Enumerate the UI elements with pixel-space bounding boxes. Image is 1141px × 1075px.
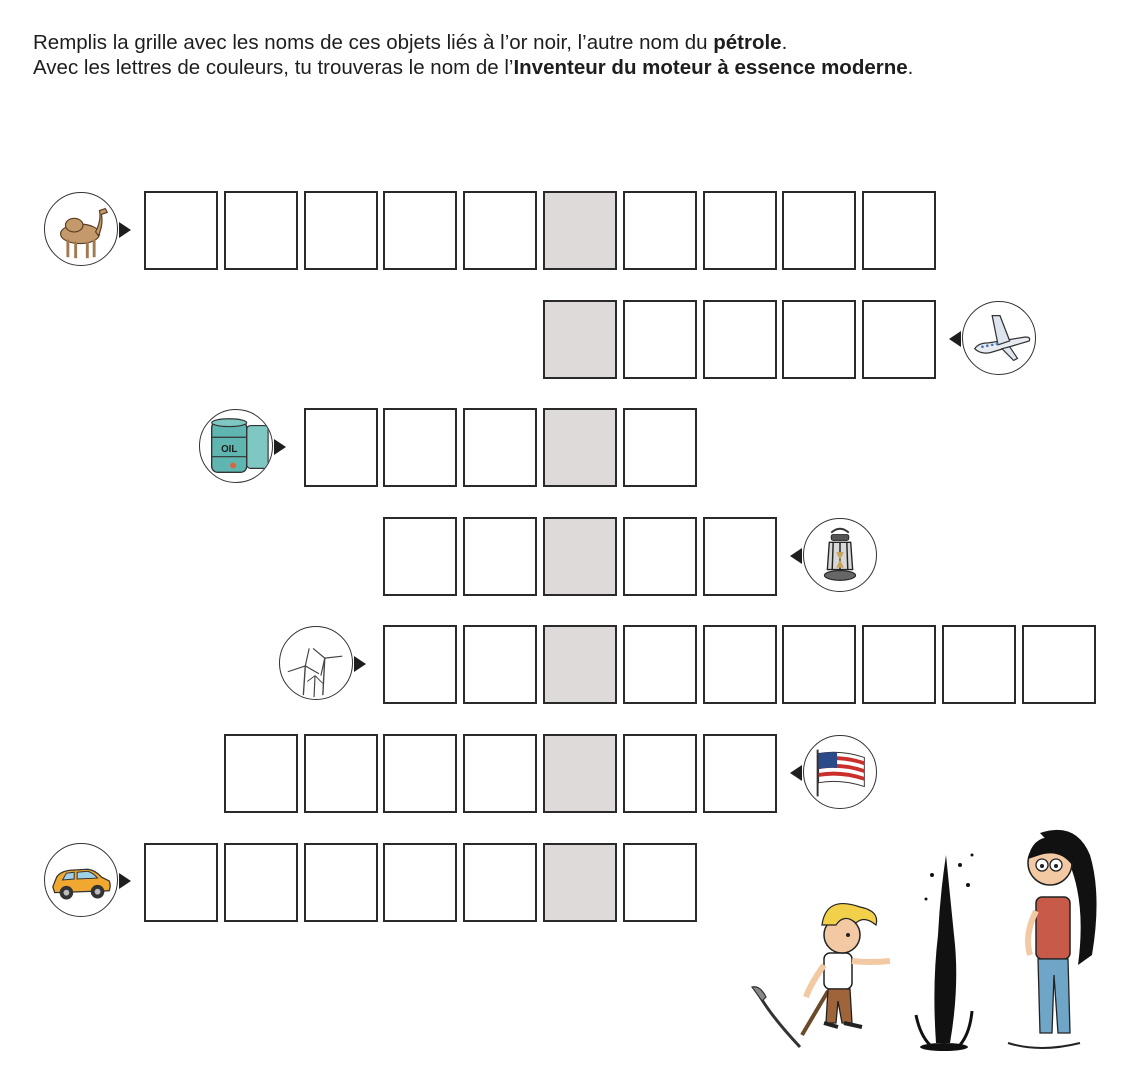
usa-flag-pointer (790, 765, 802, 781)
wind-turbine-icon (279, 626, 353, 700)
grid-cell[interactable] (463, 408, 537, 487)
grid-cell[interactable] (703, 300, 777, 379)
instruction-2-end: . (907, 56, 914, 79)
grid-cell[interactable] (782, 300, 856, 379)
grid-cell[interactable] (623, 517, 697, 596)
car-pointer (119, 873, 131, 889)
car-icon (44, 843, 118, 917)
grid-cell[interactable] (383, 408, 457, 487)
instruction-line-1 (33, 30, 1113, 55)
airplane-pointer (949, 331, 961, 347)
grid-cell[interactable] (463, 625, 537, 704)
grid-cell[interactable] (623, 191, 697, 270)
grid-cell[interactable] (463, 191, 537, 270)
grid-cell[interactable] (862, 300, 936, 379)
instruction-1-text: Remplis la grille avec les noms de ces objets liés à l’or noir, l’autre nom du (33, 31, 714, 54)
grid-cell-highlighted[interactable] (543, 191, 617, 270)
grid-cell[interactable] (144, 191, 218, 270)
grid-cell[interactable] (623, 843, 697, 922)
grid-cell[interactable] (383, 625, 457, 704)
grid-cell[interactable] (782, 625, 856, 704)
oil-barrel-pointer (274, 439, 286, 455)
instruction-1-bold: pétrole (713, 31, 782, 54)
grid-cell[interactable] (304, 734, 378, 813)
grid-cell[interactable] (703, 625, 777, 704)
grid-cell[interactable] (623, 734, 697, 813)
instruction-1-end: . (781, 31, 788, 54)
grid-cell[interactable] (463, 734, 537, 813)
instructions (33, 30, 1113, 80)
girl-illustration (1008, 830, 1097, 1048)
instruction-2-bold: Inventeur du moteur à essence moderne (513, 56, 908, 79)
grid-cell[interactable] (623, 408, 697, 487)
grid-cell[interactable] (862, 191, 936, 270)
oil-lantern-pointer (790, 548, 802, 564)
barrel-label: OIL (221, 443, 238, 455)
grid-cell[interactable] (304, 408, 378, 487)
grid-cell[interactable] (623, 300, 697, 379)
oil-gusher-illustration (916, 854, 974, 1052)
cartoon-illustration (740, 815, 1120, 1065)
grid-cell-highlighted[interactable] (543, 625, 617, 704)
grid-cell-highlighted[interactable] (543, 408, 617, 487)
oil-lantern-icon (803, 518, 877, 592)
instruction-2-text: Avec les lettres de couleurs, tu trouveras le nom de l’ (33, 56, 514, 79)
camel-pointer (119, 222, 131, 238)
oil-barrel-icon (199, 409, 273, 483)
grid-cell[interactable] (862, 625, 936, 704)
grid-cell[interactable] (703, 517, 777, 596)
grid-cell[interactable] (224, 843, 298, 922)
grid-cell[interactable] (463, 517, 537, 596)
grid-cell-highlighted[interactable] (543, 517, 617, 596)
grid-cell[interactable] (703, 734, 777, 813)
boy-with-pickaxe-illustration (752, 904, 890, 1047)
grid-cell[interactable] (782, 191, 856, 270)
grid-cell-highlighted[interactable] (543, 734, 617, 813)
grid-cell[interactable] (383, 191, 457, 270)
grid-cell[interactable] (383, 843, 457, 922)
usa-flag-icon (803, 735, 877, 809)
grid-cell[interactable] (304, 843, 378, 922)
grid-cell[interactable] (703, 191, 777, 270)
grid-cell[interactable] (304, 191, 378, 270)
grid-cell[interactable] (383, 734, 457, 813)
grid-cell[interactable] (1022, 625, 1096, 704)
grid-cell-highlighted[interactable] (543, 843, 617, 922)
camel-icon (44, 192, 118, 266)
grid-cell[interactable] (463, 843, 537, 922)
grid-cell[interactable] (383, 517, 457, 596)
grid-cell-highlighted[interactable] (543, 300, 617, 379)
grid-cell[interactable] (224, 191, 298, 270)
grid-cell[interactable] (942, 625, 1016, 704)
instruction-line-2 (33, 55, 1113, 80)
grid-cell[interactable] (224, 734, 298, 813)
grid-cell[interactable] (144, 843, 218, 922)
grid-cell[interactable] (623, 625, 697, 704)
wind-turbine-pointer (354, 656, 366, 672)
airplane-icon (962, 301, 1036, 375)
